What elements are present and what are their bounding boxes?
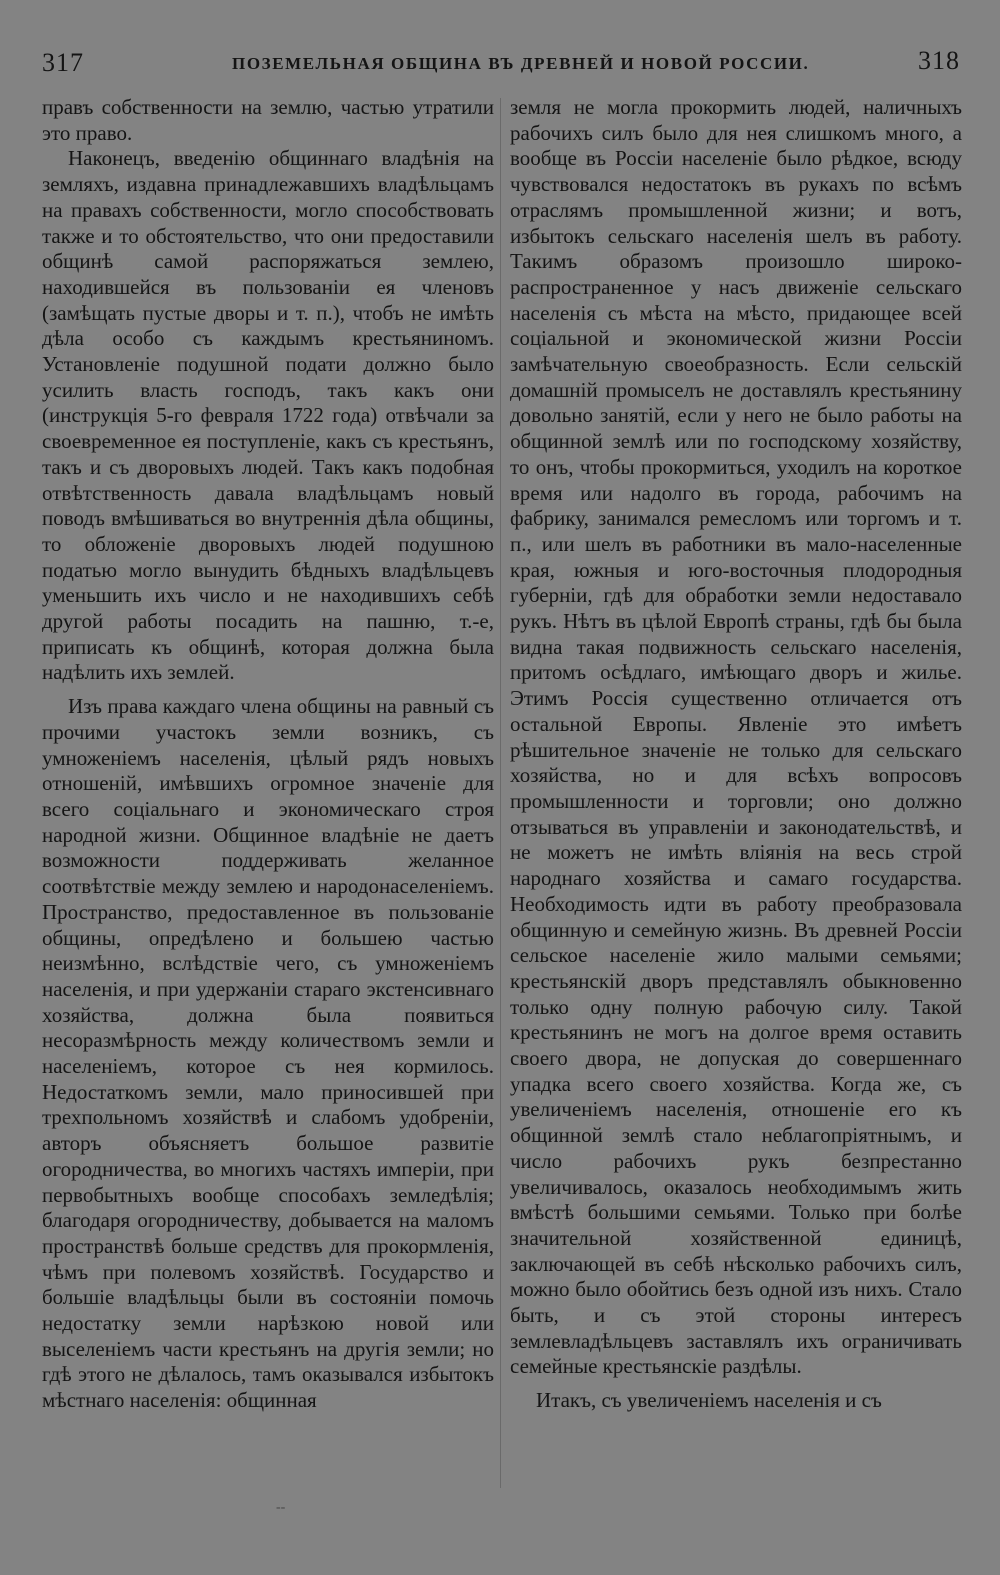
left-column bbox=[42, 95, 494, 1414]
right-column bbox=[510, 95, 962, 1414]
right-paragraph-2: Итакъ, съ увеличеніемъ населенія и съ bbox=[536, 1388, 882, 1413]
left-page-number: 317 bbox=[42, 48, 84, 77]
column-divider bbox=[500, 98, 501, 1488]
footer-mark: -- bbox=[276, 1500, 286, 1515]
left-paragraph-2: Наконецъ, введенію общиннаго владѣнія на земляхъ, издавна принадлежавшихъ владѣльцамъ на правахъ собственности, могло способствовать также и то обстоятельство, что они предоставили общинѣ самой распоряжаться землею, находившейся въ пользованіи ея членовъ (замѣщать пустые дворы и т. п.), чтобъ не имѣть дѣла особо съ каждымъ крестьяниномъ. Установленіе подушной подати должно было усилить власть господъ, такъ какъ они (инструкція 5-го февраля 1722 года) отвѣчали за своевременное ея поступленіе, какъ съ крестьянъ, такъ и съ дворовыхъ людей. Такъ какъ подобная отвѣтственность давала владѣльцамъ новый поводъ вмѣшиваться во внутреннія дѣла общины, то обложеніе дворовыхъ людей подушною податью могло вынудить бѣдныхъ владѣльцевъ уменьшить ихъ число и не находившихъ себѣ другой работы посадить на пашню, т.-е, приписать къ общинѣ, которая должна была надѣлить ихъ землей. bbox=[42, 146, 494, 685]
right-paragraph-1: земля не могла прокормить людей, наличныхъ рабочихъ силъ было для нея слишкомъ много, а вообще въ Россіи населеніе было рѣдкое, всюду чувствовался недостатокъ въ рукахъ по всѣмъ отраслямъ промышленной жизни; и вотъ, избытокъ сельскаго населенія шелъ въ работу. Такимъ образомъ произошло широко-распространенное у насъ движеніе сельскаго населенія съ мѣста на мѣсто, придающее всей соціальной и экономической жизни Россіи замѣчательную своеобразность. Если сельскій домашній промыселъ не доставлялъ крестьянину довольно занятій, если у него не было работы на общинной землѣ или по господскому хозяйству, то онъ, чтобы прокормиться, уходилъ на короткое время или надолго въ города, рабочимъ на фабрику, занимался ремесломъ или торгомъ и т. п., или шелъ въ работники въ мало-населенные края, южныя и юго-восточныя плодородныя губерніи, гдѣ для обработки земли недоставало рукъ. Нѣтъ въ цѣлой Европѣ страны, гдѣ бы была видна такая подвижность сельскаго населенія, притомъ осѣдлаго, имѣющаго дворъ и жилье. Этимъ Россія существенно отличается отъ остальной Европы. Явленіе это имѣетъ рѣшительное значеніе не только для сельскаго хозяйства, но и для всѣхъ вопросовъ промышленности и торговли; оно должно отзываться въ управленіи и законодательствѣ, и не можетъ не имѣть вліянія на весь строй народнаго хозяйства и самаго государства. Необходимость идти въ работу преобразовала общинную и семейную жизнь. Въ древней Россіи сельское населеніе жило малыми семьями; крестьянскій дворъ представлялъ обыкновенно только одну полную рабочую силу. Такой крестьянинъ не могъ на долгое время оставить своего двора, не допуская до совершеннаго упадка всего своего хозяйства. Когда же, съ увеличеніемъ населенія, отношеніе его къ общинной землѣ стало неблагопріятнымъ, и число рабочихъ рукъ безпрестанно увеличивалось, оказалось необходимымъ жить вмѣстѣ большими семьями. Только при болѣе значительной хозяйственной единицѣ, заключающей въ себѣ нѣсколько рабочихъ силъ, можно было обойтись безъ одной изъ нихъ. Стало быть, и съ этой стороны интересъ землевладѣльцевъ заставлялъ ихъ ограничивать семейные крестьянскіе раздѣлы. bbox=[510, 95, 962, 1379]
running-title: ПОЗЕМЕЛЬНАЯ ОБЩИНА ВЪ ДРЕВНЕЙ И НОВОЙ РОССИИ. bbox=[232, 54, 810, 73]
left-paragraph-3: Изъ права каждаго члена общины на равный съ прочими участокъ земли возникъ, съ умноженіемъ населенія, цѣлый рядъ новыхъ отношеній, имѣвшихъ огромное значеніе для всего соціальнаго и экономическаго строя народной жизни. Общинное владѣніе не даетъ возможности поддерживать желанное соотвѣтствіе между землею и народонаселеніемъ. Пространство, предоставленное въ пользованіе общины, опредѣлено и большею частью неизмѣнно, вслѣдствіе чего, съ умноженіемъ населенія, и при удержаніи стараго экстенсивнаго хозяйства, должна была появиться несоразмѣрность между количествомъ земли и населеніемъ, которое съ нея кормилось. Недостаткомъ земли, мало приносившей при трехпольномъ хозяйствѣ и слабомъ удобреніи, авторъ объясняетъ большое развитіе огородничества, во многихъ частяхъ имперіи, при первобытныхъ вообще способахъ земледѣлія; благодаря огородничеству, добывается на маломъ пространствѣ больше средствъ для прокормленія, чѣмъ при полевомъ хозяйствѣ. Государство и большіе владѣльцы были въ состояніи помочь недостатку земли нарѣзкою новой или выселеніемъ части крестьянъ на другія земли; но гдѣ этого не дѣлалось, тамъ оказывался избытокъ мѣстнаго населенія: общинная bbox=[42, 694, 494, 1413]
right-page-number: 318 bbox=[918, 46, 960, 75]
page-header bbox=[42, 44, 960, 80]
left-paragraph-1: правъ собственности на землю, частью утратили это право. bbox=[42, 95, 494, 145]
